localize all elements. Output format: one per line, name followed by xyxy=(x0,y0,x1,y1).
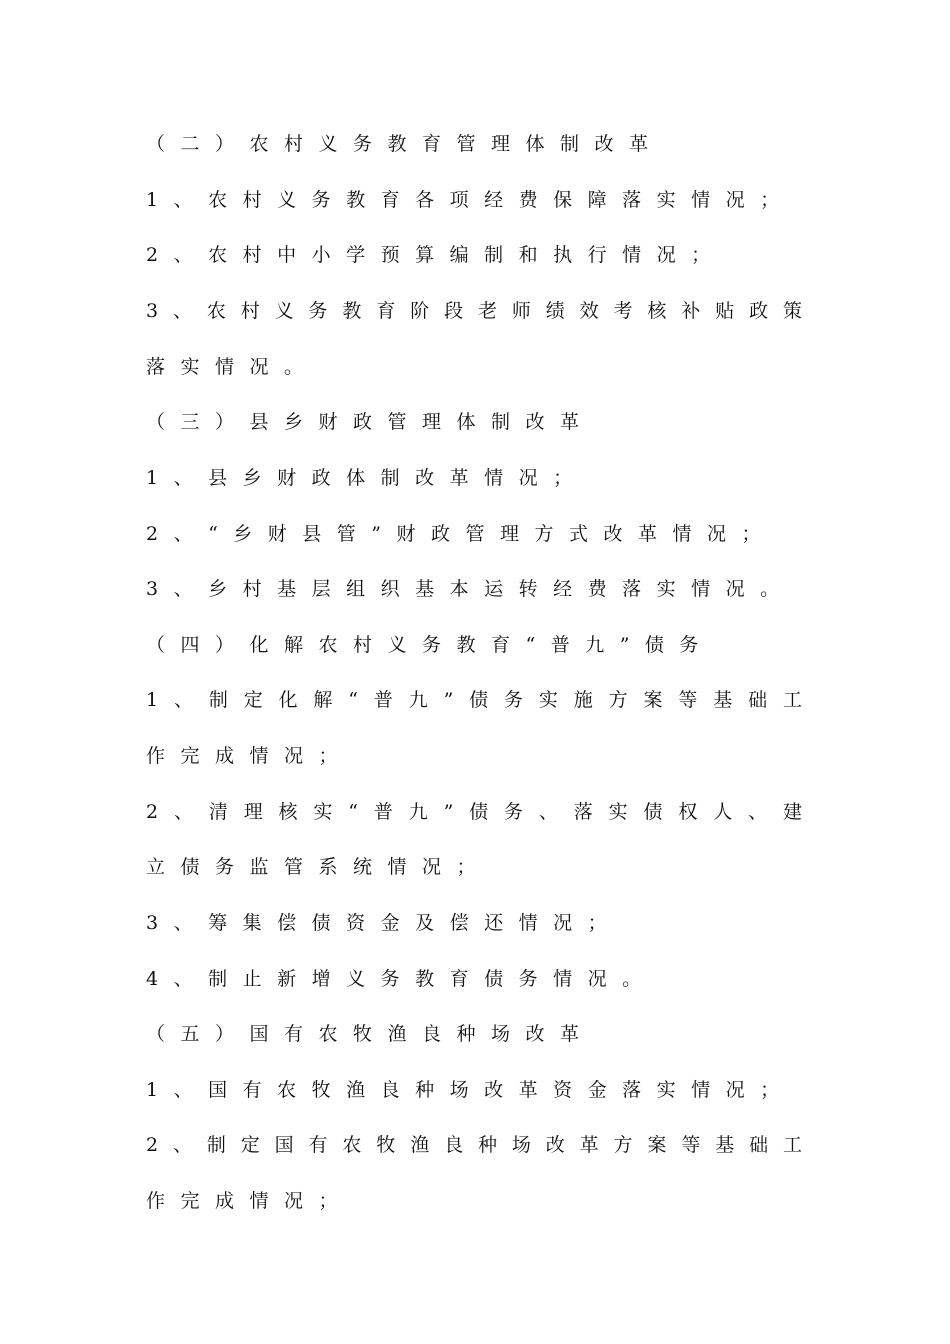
list-item-continuation: 作完成情况； xyxy=(146,745,354,767)
list-item: 2、农村中小学预算编制和执行情况； xyxy=(146,244,726,266)
list-item: 3、农村义务教育阶段老师绩效考核补贴政策 xyxy=(146,300,808,322)
list-item: 2、制定国有农牧渔良种场改革方案等基础工 xyxy=(146,1134,808,1156)
section-heading-5: （五）国有农牧渔良种场改革 xyxy=(146,1023,595,1045)
list-item: 3、筹集偿债资金及偿还情况； xyxy=(146,912,623,934)
list-item-continuation: 落实情况。 xyxy=(146,356,319,378)
section-heading-2: （二）农村义务教育管理体制改革 xyxy=(146,133,664,155)
list-item: 1、国有农牧渔良种场改革资金落实情况； xyxy=(146,1079,795,1101)
section-heading-3: （三）县乡财政管理体制改革 xyxy=(146,411,595,433)
list-item-continuation: 作完成情况； xyxy=(146,1190,354,1212)
list-item: 1、制定化解“普九”债务实施方案等基础工 xyxy=(146,689,808,711)
list-item: 1、县乡财政体制改革情况； xyxy=(146,467,588,489)
list-item: 2、清理核实“普九”债务、落实债权人、建 xyxy=(146,801,808,823)
list-item: 4、制止新增义务教育债务情况。 xyxy=(146,968,657,990)
list-item: 1、农村义务教育各项经费保障落实情况； xyxy=(146,189,795,211)
list-item: 3、乡村基层组织基本运转经费落实情况。 xyxy=(146,578,795,600)
list-item: 2、“乡财县管”财政管理方式改革情况； xyxy=(146,523,777,545)
section-heading-4: （四）化解农村义务教育“普九”债务 xyxy=(146,634,714,656)
list-item-continuation: 立债务监管系统情况； xyxy=(146,856,492,878)
